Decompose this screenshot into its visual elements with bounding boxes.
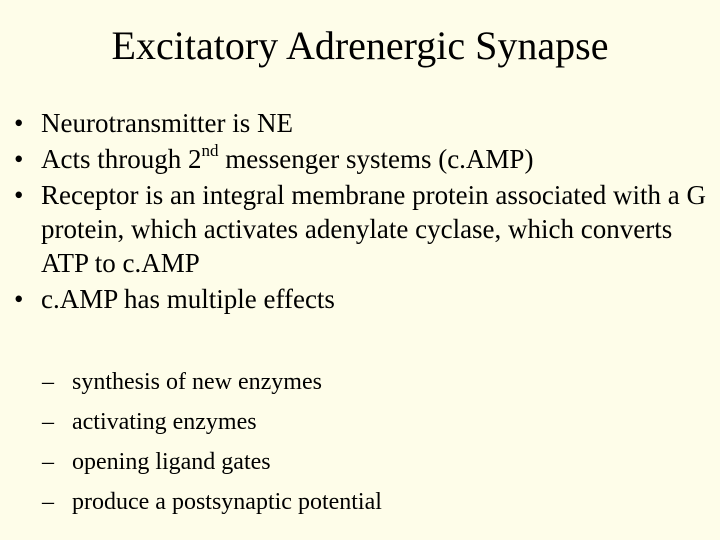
bullet-text-post: messenger systems (c.AMP) — [218, 144, 534, 174]
bullet-text: c.AMP has multiple effects — [41, 284, 335, 314]
slide-title: Excitatory Adrenergic Synapse — [111, 23, 609, 68]
bullet-superscript: nd — [201, 141, 219, 160]
sub-bullet-text: synthesis of new enzymes — [72, 369, 322, 395]
sub-bullet-item — [42, 482, 702, 522]
bullet-item — [14, 282, 714, 316]
sub-bullet-text: produce a postsynaptic potential — [72, 489, 382, 515]
sub-bullet-text: activating enzymes — [72, 409, 257, 435]
sub-bullet-item — [42, 402, 702, 442]
sub-bullet-marker: – — [42, 409, 54, 435]
bullet-text: Neurotransmitter is NE — [41, 108, 293, 138]
bullet-marker: • — [14, 108, 24, 138]
bullet-text: Receptor is an integral membrane protein associated with a G protein, which activates adenylate cyclase, which converts ATP to c.AMP — [41, 180, 707, 278]
bullet-marker: • — [14, 284, 24, 314]
sub-bullet-marker: – — [42, 489, 54, 515]
bullet-item — [14, 106, 714, 140]
bullet-text-pre: Acts through 2 — [41, 144, 202, 174]
sub-bullet-item — [42, 442, 702, 482]
sub-bullet-marker: – — [42, 449, 54, 475]
bullet-item — [14, 178, 714, 280]
sub-bullet-text: opening ligand gates — [72, 449, 271, 475]
bullet-marker: • — [14, 180, 24, 210]
sub-bullet-marker: – — [42, 369, 54, 395]
bullet-marker: • — [14, 144, 24, 174]
bullet-list — [14, 106, 714, 318]
sub-bullet-item — [42, 362, 702, 402]
bullet-item — [14, 142, 714, 176]
sub-bullet-list — [42, 362, 702, 522]
